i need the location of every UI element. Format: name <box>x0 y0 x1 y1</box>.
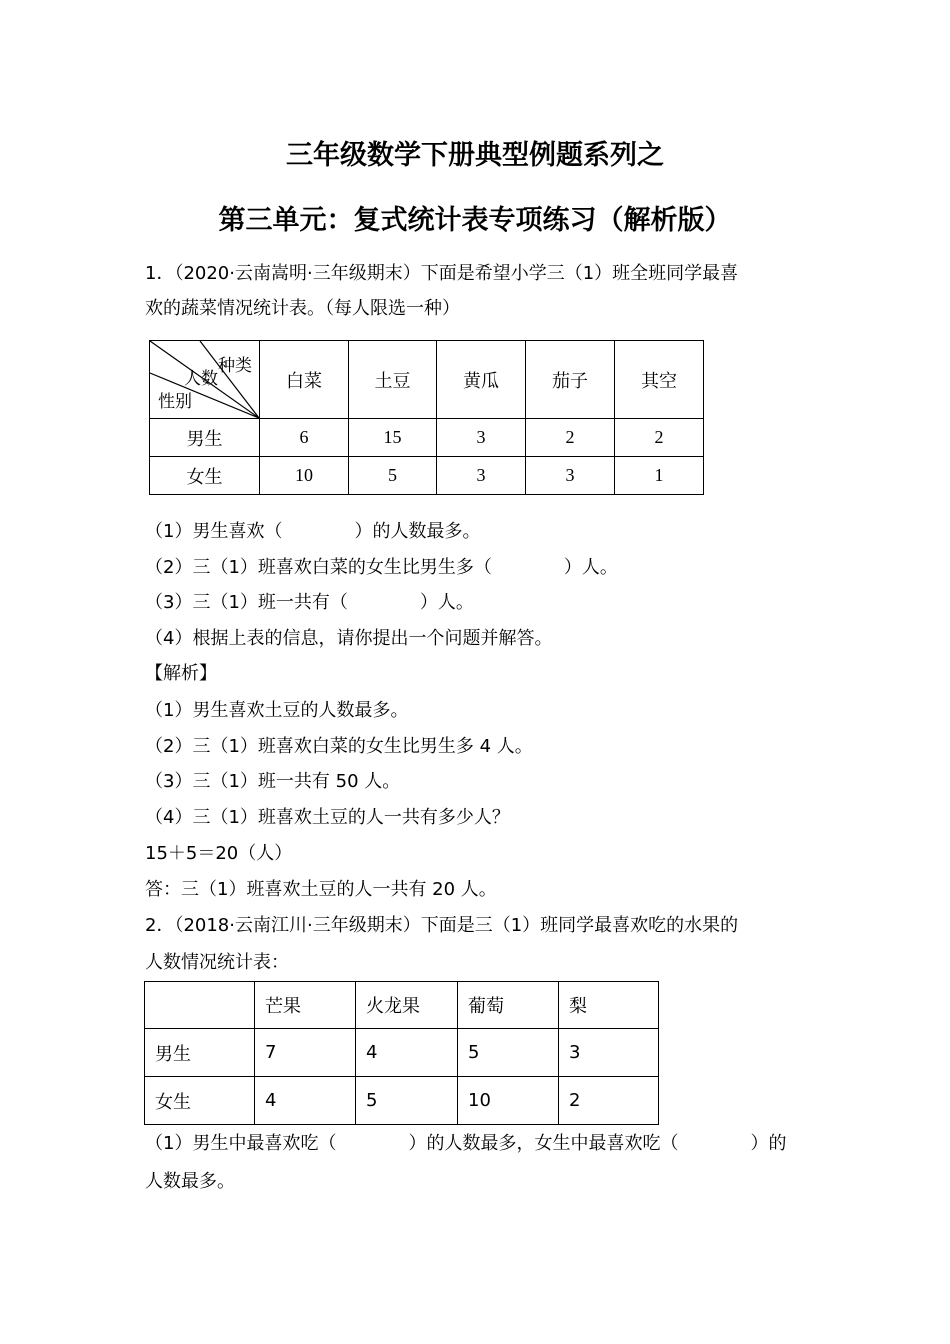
q1-answer-2: （2）三（1）班喜欢白菜的女生比男生多 4 人。 <box>145 736 533 757</box>
column-header: 茄子 <box>526 341 615 419</box>
document-subtitle: 第三单元：复式统计表专项练习（解析版） <box>218 205 732 236</box>
q1-question-4: （4）根据上表的信息，请你提出一个问题并解答。 <box>145 628 553 649</box>
q1-answer-1: （1）男生喜欢土豆的人数最多。 <box>145 700 409 721</box>
q2-intro-line1: 2．（2018·云南江川·三年级期末）下面是三（1）班同学最喜欢吃的水果的 <box>145 915 739 936</box>
q1-intro-line1: 1．（2020·云南嵩明·三年级期末）下面是希望小学三（1）班全班同学最喜 <box>145 263 739 284</box>
table-corner-header <box>150 341 260 419</box>
table-cell: 15 <box>349 419 437 457</box>
table-row <box>145 1029 659 1077</box>
q1-question-3: （3）三（1）班一共有（ ）人。 <box>145 592 474 613</box>
table-cell: 4 <box>255 1077 356 1125</box>
table-cell: 6 <box>260 419 349 457</box>
column-header: 土豆 <box>349 341 437 419</box>
table-row <box>150 457 704 495</box>
table-cell: 7 <box>255 1029 356 1077</box>
table-cell: 1 <box>615 457 704 495</box>
corner-label-count: 人数 <box>184 369 218 389</box>
column-header: 黄瓜 <box>437 341 526 419</box>
table-cell: 3 <box>559 1029 659 1077</box>
q1-calculation: 15＋5＝20（人） <box>145 843 293 864</box>
table-row <box>150 419 704 457</box>
q1-question-2: （2）三（1）班喜欢白菜的女生比男生多（ ）人。 <box>145 557 618 578</box>
table-row <box>145 1077 659 1125</box>
column-header: 芒果 <box>255 982 356 1029</box>
q1-answer-3: （3）三（1）班一共有 50 人。 <box>145 771 401 792</box>
column-header: 葡萄 <box>458 982 559 1029</box>
table-cell: 5 <box>356 1077 458 1125</box>
q1-intro-line2: 欢的蔬菜情况统计表。（每人限选一种） <box>145 298 460 319</box>
table-corner-header <box>145 982 255 1029</box>
vegetable-table <box>149 340 704 495</box>
corner-label-gender: 性别 <box>158 392 192 412</box>
table-cell: 5 <box>349 457 437 495</box>
table-cell: 2 <box>559 1077 659 1125</box>
q2-intro-line2: 人数情况统计表： <box>145 952 289 973</box>
column-header: 其空 <box>615 341 704 419</box>
table-cell: 4 <box>356 1029 458 1077</box>
table-cell: 2 <box>615 419 704 457</box>
row-header: 男生 <box>145 1029 255 1077</box>
row-header: 男生 <box>150 419 260 457</box>
table-cell: 3 <box>437 419 526 457</box>
q1-final-answer: 答：三（1）班喜欢土豆的人一共有 20 人。 <box>145 879 497 900</box>
corner-label-category: 种类 <box>218 356 252 376</box>
column-header: 梨 <box>559 982 659 1029</box>
q1-answer-4: （4）三（1）班喜欢土豆的人一共有多少人？ <box>145 807 510 828</box>
row-header: 女生 <box>145 1077 255 1125</box>
document-title: 三年级数学下册典型例题系列之 <box>286 140 664 171</box>
row-header: 女生 <box>150 457 260 495</box>
table-cell: 3 <box>437 457 526 495</box>
table-cell: 2 <box>526 419 615 457</box>
column-header: 火龙果 <box>356 982 458 1029</box>
q2-question-1-line1: （1）男生中最喜欢吃（ ）的人数最多，女生中最喜欢吃（ ）的 <box>145 1133 787 1154</box>
fruit-table <box>144 981 659 1125</box>
column-header: 白菜 <box>260 341 349 419</box>
q2-question-1-line2: 人数最多。 <box>145 1171 235 1192</box>
table-cell: 3 <box>526 457 615 495</box>
analysis-heading: 【解析】 <box>145 663 217 684</box>
table-cell: 10 <box>458 1077 559 1125</box>
q1-question-1: （1）男生喜欢（ ）的人数最多。 <box>145 521 481 542</box>
table-cell: 5 <box>458 1029 559 1077</box>
table-cell: 10 <box>260 457 349 495</box>
